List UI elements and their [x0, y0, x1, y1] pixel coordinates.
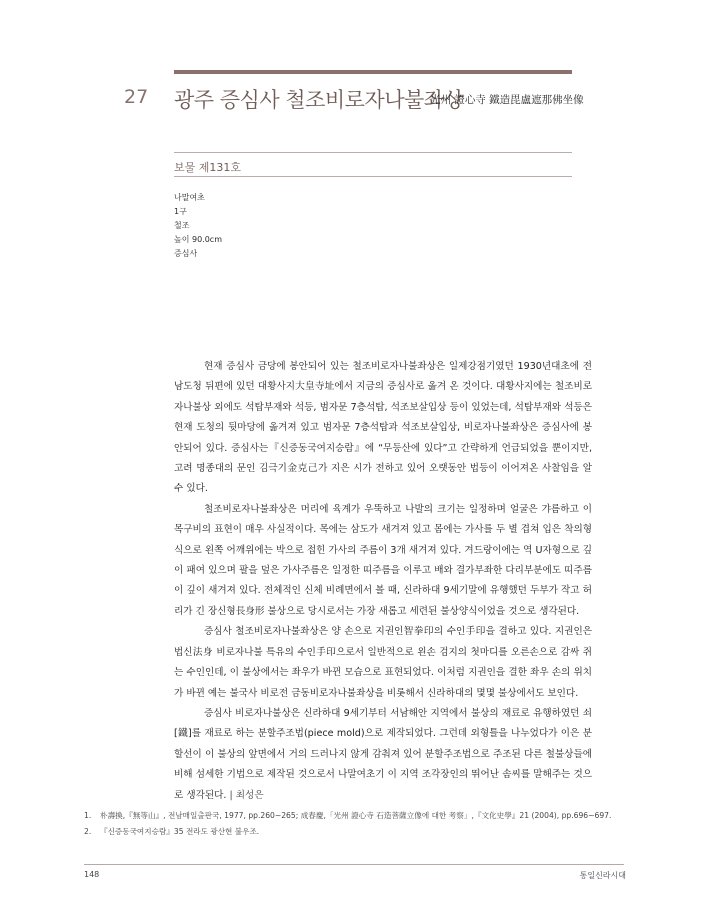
designation-bottom-rule	[174, 176, 572, 177]
body-text	[174, 357, 592, 806]
body-paragraph: 철조비로자나불좌상은 머리에 육계가 우뚝하고 나발의 크기는 일정하며 얼굴은 갸름하고 이목구비의 표현이 매우 사실적이다. 목에는 삼도가 새겨져 있고 몸에는 가사를 두 별 겹쳐 입은 착의형식으로 왼쪽 어깨위에는 박으로 접힌 가사의 주름이 3개 새겨져 있다. 겨드랑이에는 역 U자형으로 깊이 패여 있으며 팔을 덮은 가사주름은 일정한 띠주름을 이루고 배와 결가부좌한 다리부분에도 띠주름이 깊이 새겨져 있다. 전체적인 신체 비례면에서 볼 때, 신라하대 9세기말에 유행했던 두부가 작고 허리가 긴 장신형長身形 불상으로 당시로서는 가장 새롭고 세련된 불상양식이었을 것으로 생각된다.	[174, 503, 592, 617]
meta-count: 1구	[174, 207, 187, 216]
footnotes	[84, 808, 612, 840]
page-number: 148	[84, 870, 100, 879]
meta-height: 높이 90.0cm	[174, 235, 223, 244]
meta-period: 나말여초	[174, 193, 205, 202]
footer-rule	[84, 864, 624, 865]
footnote-text: 朴壽換,『無等山』, 전남매일출판국, 1977, pp.260~265; 成春慶,「光州 證心寺 石造菩薩立像에 대한 考察」,『文化史學』21 (2004), pp.696~697.	[100, 811, 612, 820]
designation-top-rule	[174, 152, 572, 153]
footnote-text: 『신증동국여지승람』35 전라도 광산현 불우조.	[100, 827, 260, 836]
meta-location: 증심사	[174, 249, 198, 258]
footnote	[84, 808, 612, 824]
entry-number: 27	[124, 86, 149, 108]
body-paragraph-text: 증심사 비로자나불상은 신라하대 9세기부터 서남해안 지역에서 불상의 재료로 유행하였던 쇠[鐵]를 재료로 하는 분할주조법(piece mold)으로 제작되었다. 그런데 외형틀을 나누었다가 이은 분할선이 이 불상의 앞면에서 거의 드러나지 않게 감춰져 있어 분할주조법으로 주조된 다른 철불상들에 비해 섬세한 기법으로 제작된 것으로서 나말여초기 이 지역 조각장인의 뛰어난 솜씨를 말해주는 것으로 생각된다.	[174, 707, 592, 801]
running-footer-title: 통일신라시대	[579, 871, 626, 880]
treasure-designation: 보물 제131호	[174, 161, 241, 174]
artifact-metadata	[174, 191, 222, 261]
body-paragraph	[174, 704, 592, 806]
page-title-hanja: 光州 證心寺 鐵造毘盧遮那佛坐像	[430, 94, 584, 106]
footnote-number: 2.	[84, 827, 92, 836]
page-title: 광주 증심사 철조비로자나불좌상	[174, 88, 464, 112]
meta-material: 철조	[174, 221, 190, 230]
author-credit: | 최성은	[229, 789, 264, 801]
footnote-number: 1.	[84, 811, 92, 820]
body-paragraph: 현재 증심사 금당에 봉안되어 있는 철조비로자나불좌상은 일제강점기였던 1930년대초에 전남도청 뒤편에 있던 대황사지大皇寺址에서 지금의 증심사로 옮겨 온 것이다. 대황사지에는 철조비로자나불상 외에도 석탑부재와 석등, 범자문 7층석탑, 석조보살입상 등이 있었는데, 석탑부재와 석등은 현재 도청의 뒷마당에 옮겨져 있고 범자문 7층석탑과 석조보살입상, 비로자나불좌상은 증심사에 봉안되어 있다. 증심사는『신증동국여지승람』에 “무등산에 있다”고 간략하게 언급되었을 뿐이지만, 고려 명종대의 문인 김극기金克己가 지은 시가 전하고 있어 오랫동안 법등이 이어져온 사찰임을 알 수 있다.	[174, 361, 592, 495]
title-accent-bar	[174, 70, 572, 74]
footnote	[84, 824, 604, 840]
body-paragraph: 증심사 철조비로자나불좌상은 양 손으로 지권인智拳印의 수인手印을 결하고 있다. 지권인은 법신法身 비로자나불 특유의 수인手印으로서 일반적으로 왼손 검지의 첫마디를 오른손으로 감싸 쥐는 수인인데, 이 불상에서는 좌우가 바뀐 모습으로 표현되었다. 이처럼 지권인을 결한 좌우 손의 위치가 바뀐 예는 불국사 비로전 금동비로자나불좌상을 비롯해서 신라하대의 몇몇 불상에서도 보인다.	[174, 626, 592, 699]
